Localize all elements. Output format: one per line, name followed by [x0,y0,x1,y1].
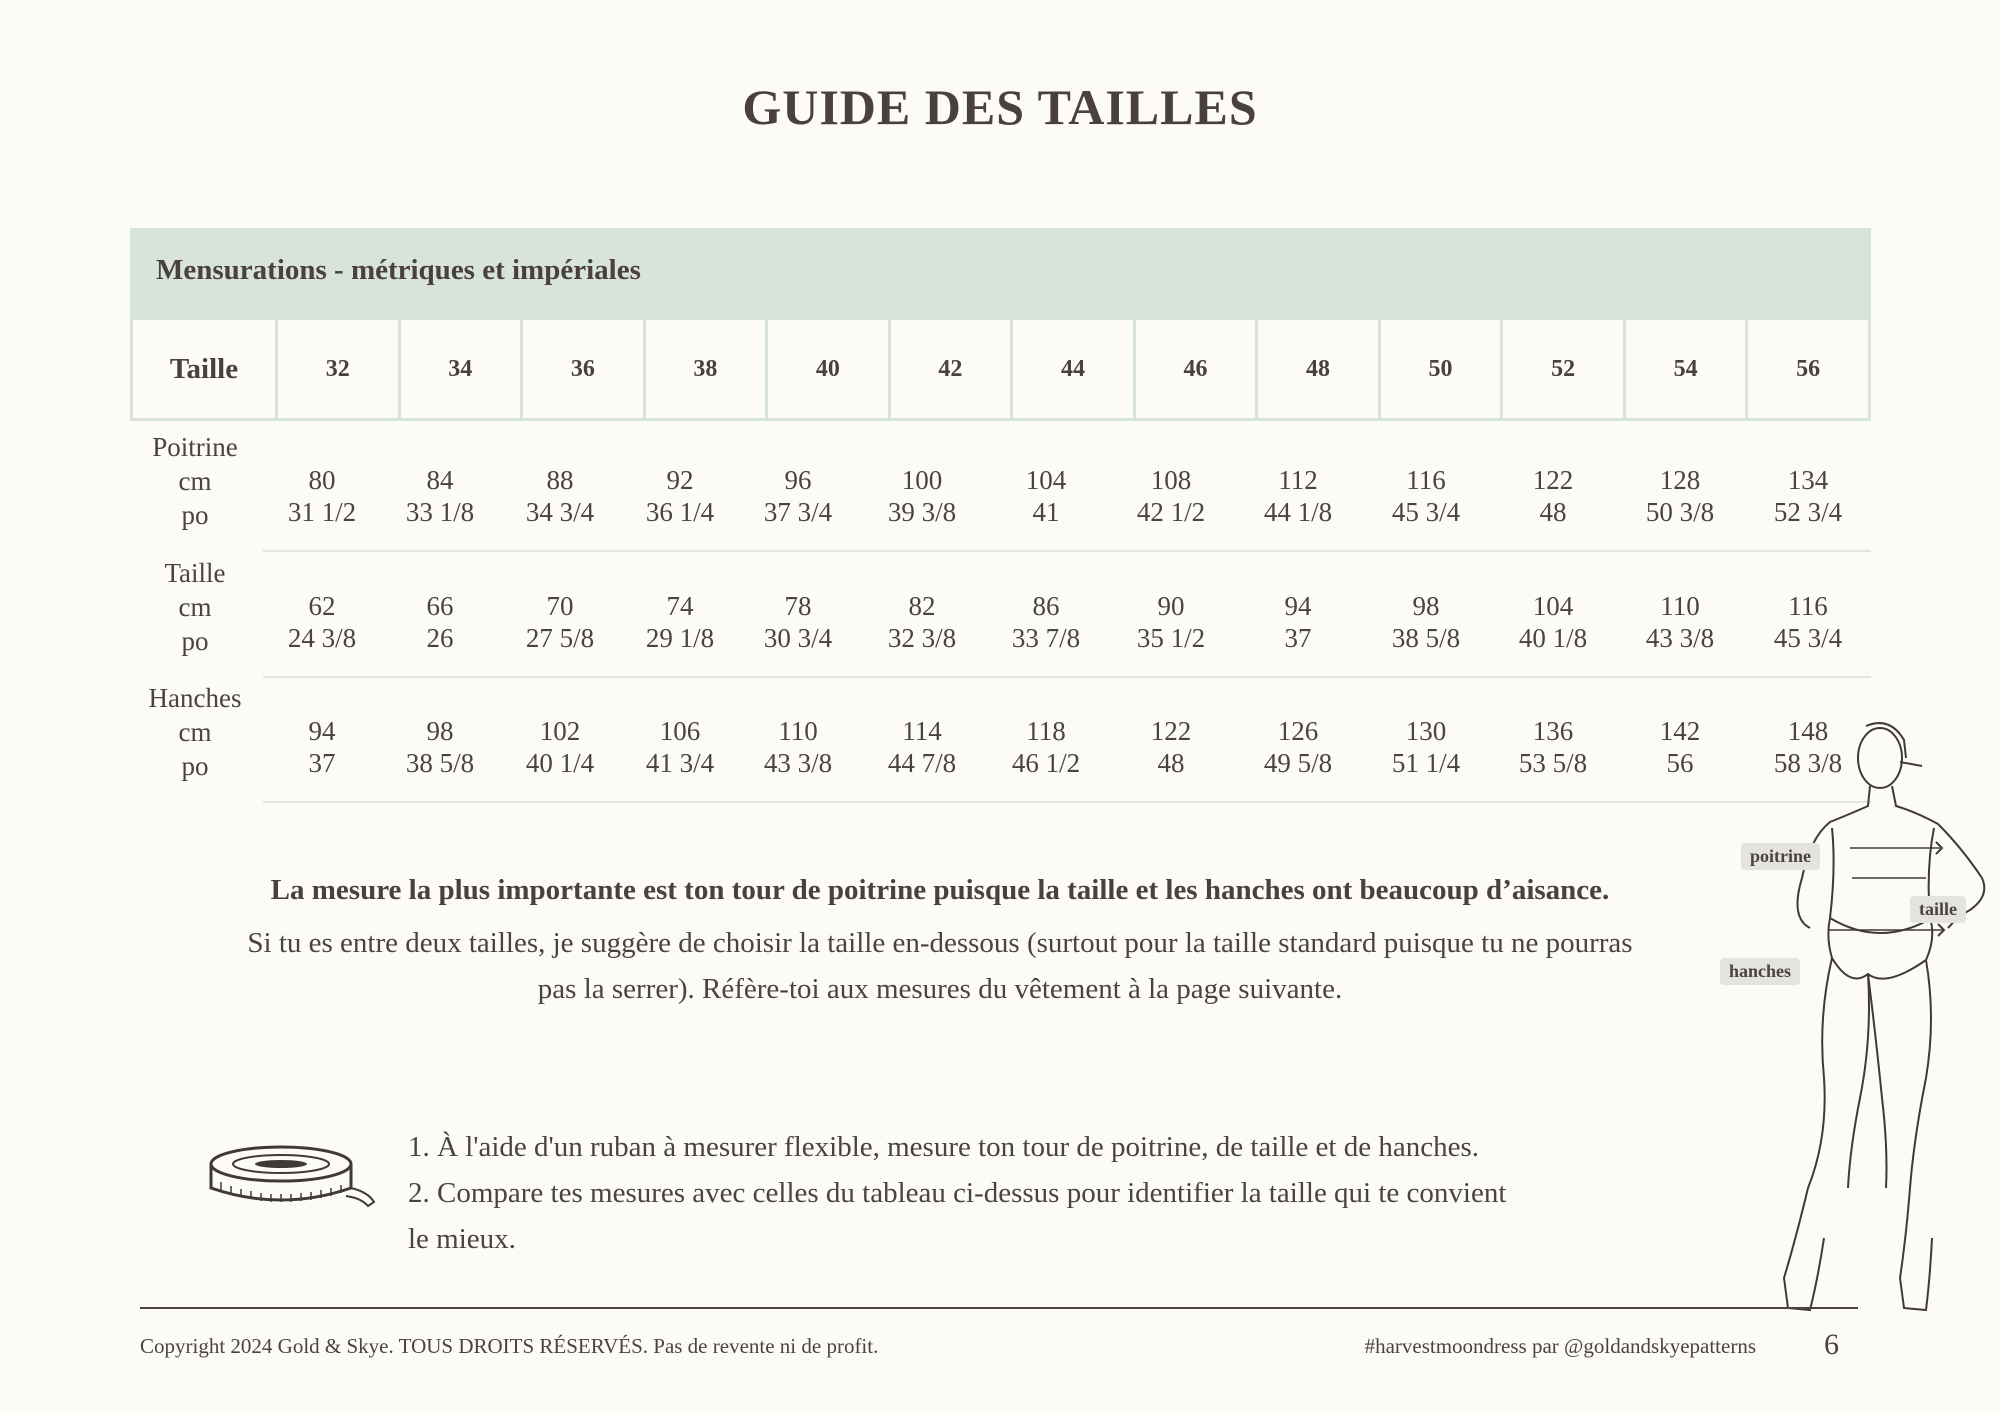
value-cell [862,464,982,528]
value-cm: 94 [1284,591,1312,621]
value-cell [986,590,1106,654]
row-name: Hanches [148,683,242,713]
value-cell [1366,590,1486,654]
size-cell: 50 [1381,320,1504,418]
value-inches: 35 1/2 [1136,623,1206,653]
value-inches: 45 3/4 [1773,623,1843,653]
size-label: Taille [133,320,278,418]
value-inches: 44 1/8 [1263,497,1333,527]
value-cm: 82 [908,591,936,621]
value-cm: 86 [1032,591,1060,621]
value-inches: 36 1/4 [645,497,715,527]
bust-label: poitrine [1741,843,1820,870]
value-cell [380,464,500,528]
value-inches: 32 3/8 [887,623,957,653]
value-cell [1748,590,1868,654]
value-inches: 39 3/8 [887,497,957,527]
hashtag: #harvestmoondress par @goldandskyepatterns [1364,1334,1756,1358]
value-cm: 114 [902,716,942,746]
size-cell: 54 [1626,320,1749,418]
value-inches: 38 5/8 [1391,623,1461,653]
value-inches: 37 [1284,623,1312,653]
value-inches: 52 3/4 [1773,497,1843,527]
size-cell: 52 [1503,320,1626,418]
value-cell [262,590,382,654]
value-cell [862,590,982,654]
size-cell: 36 [523,320,646,418]
value-inches: 50 3/8 [1645,497,1715,527]
value-inches: 27 5/8 [525,623,595,653]
value-cell [1493,464,1613,528]
row-separator [263,550,1871,552]
value-cell [1493,590,1613,654]
value-cm: 116 [1788,591,1828,621]
value-cell [262,715,382,779]
value-cm: 130 [1405,716,1447,746]
row-label [130,556,260,658]
value-cm: 112 [1278,465,1318,495]
size-cell: 46 [1136,320,1259,418]
sizing-advice-line1: Si tu es entre deux tailles, je suggère de choisir la taille en-dessous (surtout pour la taille standard puisque tu ne pourras [247,927,1633,959]
value-inches: 48 [1539,497,1567,527]
row-unit: cm [178,592,212,622]
value-cell [380,715,500,779]
value-cell [620,715,740,779]
value-cm: 80 [308,465,336,495]
value-cm: 100 [901,465,943,495]
value-cm: 104 [1532,591,1574,621]
value-inches: 24 3/8 [287,623,357,653]
value-cm: 98 [1412,591,1440,621]
row-separator [263,801,1871,803]
value-cm: 104 [1025,465,1067,495]
value-cm: 66 [426,591,454,621]
row-label [130,681,260,783]
value-inches: 49 5/8 [1263,748,1333,778]
value-cm: 94 [308,716,336,746]
value-cm: 122 [1150,716,1192,746]
value-cm: 136 [1532,716,1574,746]
size-cell: 38 [646,320,769,418]
footer-divider [140,1307,1858,1309]
value-cell [620,464,740,528]
value-cm: 116 [1406,465,1446,495]
value-inches: 37 [308,748,336,778]
value-cell [1238,715,1358,779]
value-cm: 110 [778,716,818,746]
value-inches: 43 3/8 [763,748,833,778]
value-inches: 44 7/8 [887,748,957,778]
value-cm: 78 [784,591,812,621]
value-inches: 33 1/8 [405,497,475,527]
value-inches: 29 1/8 [645,623,715,653]
page-title: GUIDE DES TAILLES [742,79,1258,135]
value-inches: 34 3/4 [525,497,595,527]
value-inches: 56 [1666,748,1694,778]
value-cell [1111,590,1231,654]
value-inches: 48 [1157,748,1185,778]
value-cm: 84 [426,465,454,495]
value-cm: 118 [1026,716,1066,746]
value-cm: 122 [1532,465,1574,495]
value-cm: 142 [1659,716,1701,746]
size-cell: 40 [768,320,891,418]
body-figure-icon [1700,718,1990,1318]
value-cell [738,464,858,528]
measuring-tape-icon [196,1136,382,1216]
size-cell: 48 [1258,320,1381,418]
size-cell: 56 [1796,355,1821,382]
value-inches: 30 3/4 [763,623,833,653]
value-inches: 46 1/2 [1011,748,1081,778]
value-cell [986,715,1106,779]
value-cell [986,464,1106,528]
step-2-line2: le mieux. [408,1223,516,1255]
value-inches: 40 1/8 [1518,623,1588,653]
value-cm: 74 [666,591,694,621]
step-1: 1. À l'aide d'un ruban à mesurer flexible, mesure ton tour de poitrine, de taille et de hanches. [408,1131,1480,1163]
size-cell: 42 [891,320,1014,418]
value-cell [1366,715,1486,779]
value-inches: 43 3/8 [1645,623,1715,653]
value-cm: 88 [546,465,574,495]
value-cm: 96 [784,465,812,495]
value-cm: 110 [1660,591,1700,621]
value-cell [500,464,620,528]
value-inches: 51 1/4 [1391,748,1461,778]
value-inches: 53 5/8 [1518,748,1588,778]
row-name: Taille [164,558,226,588]
size-cell: 32 [278,320,401,418]
value-cell [1748,464,1868,528]
value-cm: 62 [308,591,336,621]
value-cm: 98 [426,716,454,746]
size-cell: 44 [1013,320,1136,418]
size-header-row [130,320,1871,421]
row-unit: cm [178,717,212,747]
value-inches: 40 1/4 [525,748,595,778]
row-unit: po [181,751,209,781]
row-unit: po [181,626,209,656]
value-inches: 38 5/8 [405,748,475,778]
value-cell [1238,590,1358,654]
value-cell [738,590,858,654]
hips-label: hanches [1720,958,1800,985]
value-cm: 106 [659,716,701,746]
value-cell [738,715,858,779]
value-cm: 148 [1787,716,1829,746]
value-cell [1620,464,1740,528]
row-separator [263,676,1871,678]
row-name: Poitrine [152,432,238,462]
value-inches: 31 1/2 [287,497,357,527]
table-heading-bar [130,228,1871,320]
value-cell [1111,464,1231,528]
value-cell [1238,464,1358,528]
value-inches: 37 3/4 [763,497,833,527]
value-inches: 42 1/2 [1136,497,1206,527]
value-cm: 108 [1150,465,1192,495]
sizing-advice [120,920,1760,1012]
value-inches: 26 [426,623,454,653]
table-heading: Mensurations - métriques et impériales [156,254,641,286]
page-number: 6 [1824,1328,1839,1361]
value-inches: 45 3/4 [1391,497,1461,527]
value-cm: 92 [666,465,694,495]
instructions [408,1124,1638,1262]
value-cell [1620,590,1740,654]
value-cell [1111,715,1231,779]
value-cm: 126 [1277,716,1319,746]
row-label [130,430,260,532]
value-inches: 41 [1032,497,1060,527]
row-unit: cm [178,466,212,496]
value-cm: 102 [539,716,581,746]
value-inches: 58 3/8 [1773,748,1843,778]
value-cell [500,715,620,779]
step-2-line1: 2. Compare tes mesures avec celles du tableau ci-dessus pour identifier la taille qui te convient [408,1177,1507,1209]
value-inches: 33 7/8 [1011,623,1081,653]
value-cm: 90 [1157,591,1185,621]
value-cell [1366,464,1486,528]
size-cell: 34 [401,320,524,418]
important-note: La mesure la plus importante est ton tour de poitrine puisque la taille et les hanches ont beaucoup d’aisance. [270,874,1610,906]
sizing-advice-line2: pas la serrer). Réfère-toi aux mesures du vêtement à la page suivante. [537,973,1343,1005]
value-cell [1493,715,1613,779]
value-cell [380,590,500,654]
value-cell [500,590,620,654]
value-cell [262,464,382,528]
waist-label: taille [1910,896,1966,923]
value-cm: 70 [546,591,574,621]
row-unit: po [181,500,209,530]
value-cm: 134 [1787,465,1829,495]
value-cell [620,590,740,654]
value-cm: 128 [1659,465,1701,495]
value-cell [862,715,982,779]
copyright: Copyright 2024 Gold & Skye. TOUS DROITS RÉSERVÉS. Pas de revente ni de profit. [140,1334,879,1358]
value-inches: 41 3/4 [645,748,715,778]
